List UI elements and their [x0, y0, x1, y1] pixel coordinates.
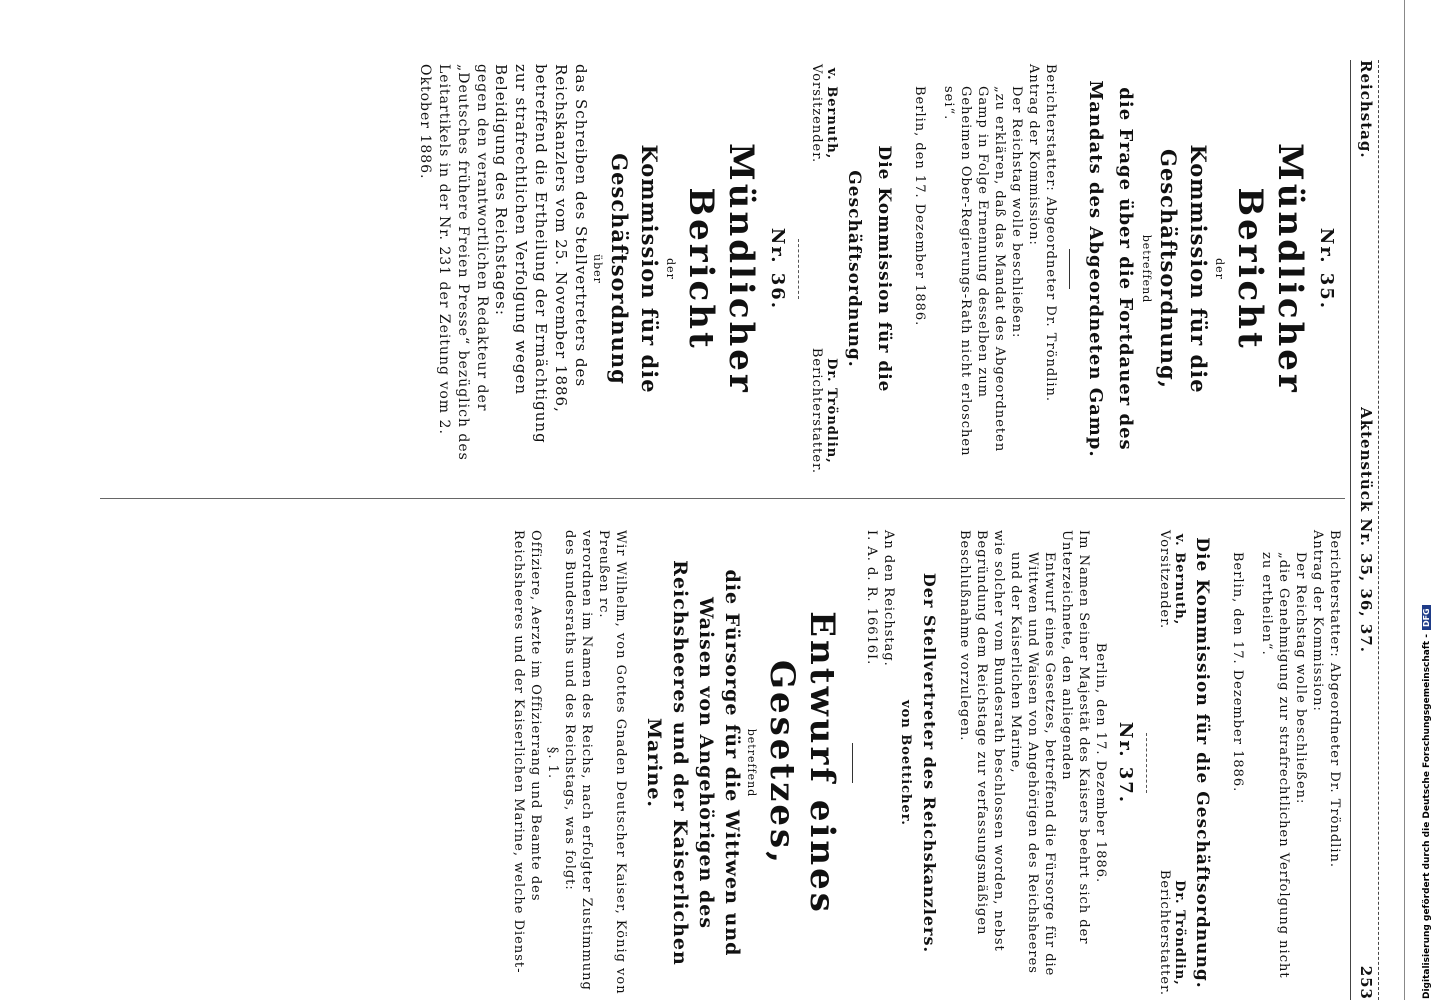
doc35-signatures — [809, 64, 839, 474]
doc36-reporter-name: Dr. Tröndlin, — [1172, 880, 1187, 986]
doc37-intro-2: Entwurf eines Gesetzes, betreffend die Fürsorge für die Wittwen und Waisen von Angehörigen des Reichsheeres und der Kaiserlichen Marine, — [1008, 552, 1057, 977]
header-top-rule — [1378, 60, 1379, 1000]
digitization-credit — [1422, 0, 1432, 999]
doc36-ueber: über — [591, 254, 604, 284]
doc37-sender: Der Stellvertreter des Reichskanzlers. — [920, 572, 939, 954]
left-column — [415, 64, 1343, 474]
doc37-sender-name: von Boetticher. — [898, 700, 913, 826]
doc35-reporter: Berichterstatter: Abgeordneter Dr. Tröndlin. — [1043, 64, 1058, 403]
doc36-title: Mündlicher Bericht — [681, 143, 761, 395]
doc37-ref: I. A. d. R. 16616I. — [864, 530, 879, 666]
doc37-section-text: Offiziere, Aerzte im Offizierrang und Beamte des Reichsheeres und der Kaiserlichen Marine, welche Dienst- — [511, 530, 543, 974]
doc37-intro-3: wie solcher vom Bundesrath beschlossen worden, nebst Begründung dem Reichstage zur verfassungsmäßigen Beschlußnahme vorzulegen. — [957, 530, 1006, 952]
doc35-betreffend: betreffend — [1140, 234, 1153, 304]
doc35-motion-text-1: Der Reichstag wolle beschließen: — [1009, 86, 1024, 339]
header-center: Aktenstück Nr. 35, 36, 37. — [1357, 407, 1375, 653]
doc35-reporter-role: Berichterstatter. — [809, 347, 824, 474]
doc37-preamble-2: verordnen im Namen des Reichs, nach erfolgter Zustimmung des Bundesraths und des Reichstags, was folgt: — [562, 530, 594, 991]
right-column — [510, 530, 1343, 996]
dfg-logo-badge: DFG — [1422, 605, 1431, 630]
doc36-reporter-role: Berichterstatter. — [1157, 869, 1172, 996]
doc35-chair-role: Vorsitzender. — [809, 64, 824, 164]
credit-text: Digitalisierung gefördert durch die Deutsche Forschungsgemeinschaft - — [1422, 634, 1432, 999]
doc36-number: Nr. 36. — [767, 227, 788, 311]
doc36-chair-role: Vorsitzender. — [1157, 530, 1172, 630]
page-number: 253 — [1357, 965, 1375, 1000]
doc35-chair-name: v. Bernuth, — [824, 67, 839, 160]
doc37-draft-subject: die Fürsorge für die Wittwen und Waisen von Angehörigen des Reichsheeres und der Kaiserlichen Marine. — [643, 560, 743, 966]
doc37-intro: Im Namen Seiner Majestät des Kaisers beehrt sich der Unterzeichnete, den anliegenden — [1059, 530, 1091, 945]
rule — [1146, 733, 1147, 793]
doc36-signoff: Die Kommission für die Geschäftsordnung. — [1192, 537, 1212, 989]
doc37-section: §. 1. — [545, 746, 560, 780]
doc36-motion-label: Antrag der Kommission: — [1310, 530, 1325, 712]
doc37-draft-title: Entwurf eines Gesetzes, — [762, 611, 842, 915]
doc37-betreffend: betreffend — [745, 728, 758, 798]
doc35-number: Nr. 35. — [1316, 227, 1337, 311]
doc35-signoff: Die Kommission für die Geschäftsordnung. — [844, 145, 894, 393]
doc36-text-2: gegen den verantwortlichen Redakteur der „Deutsches frühere Freien Presse“ bezüglich des Leitartikels in der Nr. 231 der Zeitung vom 2. Oktober 1886. — [417, 64, 490, 461]
column-divider — [100, 498, 1345, 499]
doc36-reporter: Berichterstatter: Abgeordneter Dr. Tröndlin. — [1327, 530, 1342, 869]
doc36-signatures — [1157, 530, 1187, 996]
doc37-addressee: An den Reichstag. — [881, 530, 896, 667]
doc37-preamble-1: Wir Wilhelm, von Gottes Gnaden Deutscher Kaiser, König von Preußen rc. — [596, 530, 628, 995]
rule — [1069, 249, 1070, 289]
doc36-text: das Schreiben des Stellvertreters des Reichskanzlers vom 25. November 1886, betreffend die Ertheilung der Ermächtigung zur strafrechtlichen Verfolgung wegen Beleidigung des Reichstages: — [492, 64, 590, 444]
header-bottom-rule — [1350, 60, 1351, 1000]
doc35-reporter-name: Dr. Tröndlin, — [824, 358, 839, 464]
doc35-motion-text-2: „zu erklären, daß das Mandat des Abgeordneten Gamp in Folge Ernennung desselben zum Geheimen Ober-Regierungs-Rath nicht erloschen sei“. — [941, 86, 1007, 457]
rule — [852, 743, 853, 783]
doc35-title: Mündlicher Bericht — [1230, 143, 1310, 395]
doc37-number: Nr. 37. — [1115, 721, 1136, 805]
header-left: Reichstag. — [1357, 60, 1375, 159]
doc36-der: der — [664, 258, 677, 280]
doc36-motion-text-1: Der Reichstag wolle beschließen: — [1293, 552, 1308, 805]
doc36-committee: Kommission für die Geschäftsordnung — [607, 144, 662, 394]
doc36-chair-name: v. Bernuth, — [1172, 533, 1187, 626]
rotated-document-page — [99, 60, 1379, 1000]
doc36-motion-text-2: „die Genehmigung zur strafrechtlichen Verfolgung nicht zu ertheilen“. — [1259, 552, 1291, 979]
doc36-date: Berlin, den 17. Dezember 1886. — [1230, 552, 1245, 793]
doc37-date: Berlin, den 17. Dezember 1886. — [1093, 642, 1108, 884]
doc35-date: Berlin, den 17. Dezember 1886. — [912, 86, 927, 327]
rule — [798, 239, 799, 299]
doc35-committee: Kommission für die Geschäftsordnung, — [1156, 144, 1211, 394]
doc35-motion-label: Antrag der Kommission: — [1026, 64, 1041, 246]
doc35-der: der — [1213, 258, 1226, 280]
doc35-subject: die Frage über die Fortdauer des Mandats des Abgeordneten Gamp. — [1085, 80, 1136, 458]
scan-edge-line — [1404, 0, 1405, 1000]
